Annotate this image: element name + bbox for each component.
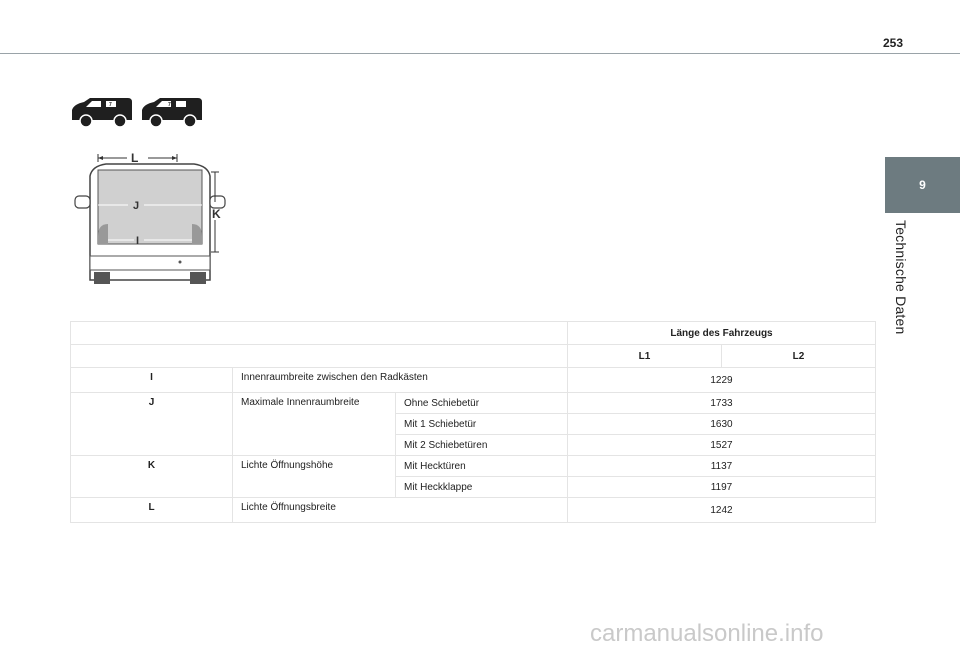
row-value: 1242 <box>568 498 876 523</box>
dimension-label-k: K <box>212 207 221 221</box>
row-variant: Mit 2 Schiebetüren <box>396 435 568 456</box>
top-rule <box>0 53 960 54</box>
table-row <box>71 456 876 477</box>
dimension-label-j: J <box>133 200 140 212</box>
row-variant: Mit 1 Schiebetür <box>396 414 568 435</box>
watermark: carmanualsonline.info <box>590 620 824 647</box>
rear-view-diagram <box>72 148 232 293</box>
row-code: J <box>71 393 233 456</box>
row-description: Innenraumbreite zwischen den Radkästen <box>233 368 568 393</box>
van-sliding-door-icon <box>72 98 132 127</box>
dimensions-table <box>70 321 876 523</box>
row-description: Maximale Innenraumbreite <box>233 393 396 456</box>
row-code: I <box>71 368 233 393</box>
row-value: 1197 <box>568 477 876 498</box>
row-value: 1137 <box>568 456 876 477</box>
row-code: K <box>71 456 233 498</box>
dimension-label-l: L <box>131 151 139 165</box>
row-description: Lichte Öffnungshöhe <box>233 456 396 498</box>
dimension-label-i: I <box>136 235 140 247</box>
table-row <box>71 393 876 414</box>
icon-badge: 7 <box>109 102 112 108</box>
row-value: 1630 <box>568 414 876 435</box>
row-value: 1733 <box>568 393 876 414</box>
table-header-row <box>71 322 876 345</box>
row-code: L <box>71 498 233 523</box>
chapter-tab[interactable] <box>885 157 960 213</box>
column-header-l1: L1 <box>568 345 722 368</box>
row-description: Lichte Öffnungsbreite <box>233 498 568 523</box>
row-value: 1527 <box>568 435 876 456</box>
van-double-sliding-door-icon <box>142 98 202 127</box>
row-value: 1229 <box>568 368 876 393</box>
table-row <box>71 498 876 523</box>
row-variant: Mit Heckklappe <box>396 477 568 498</box>
row-variant: Ohne Schiebetür <box>396 393 568 414</box>
chapter-number: 9 <box>919 178 926 192</box>
table-header-vehicle-length: Länge des Fahrzeugs <box>568 322 876 345</box>
table-row <box>71 368 876 393</box>
table-subheader-row <box>71 345 876 368</box>
vehicle-variant-icons <box>70 96 205 133</box>
icon-badge: 7 <box>168 102 171 108</box>
chapter-title: Technische Daten <box>893 220 909 335</box>
row-variant: Mit Hecktüren <box>396 456 568 477</box>
column-header-l2: L2 <box>722 345 876 368</box>
page-number: 253 <box>883 36 904 50</box>
